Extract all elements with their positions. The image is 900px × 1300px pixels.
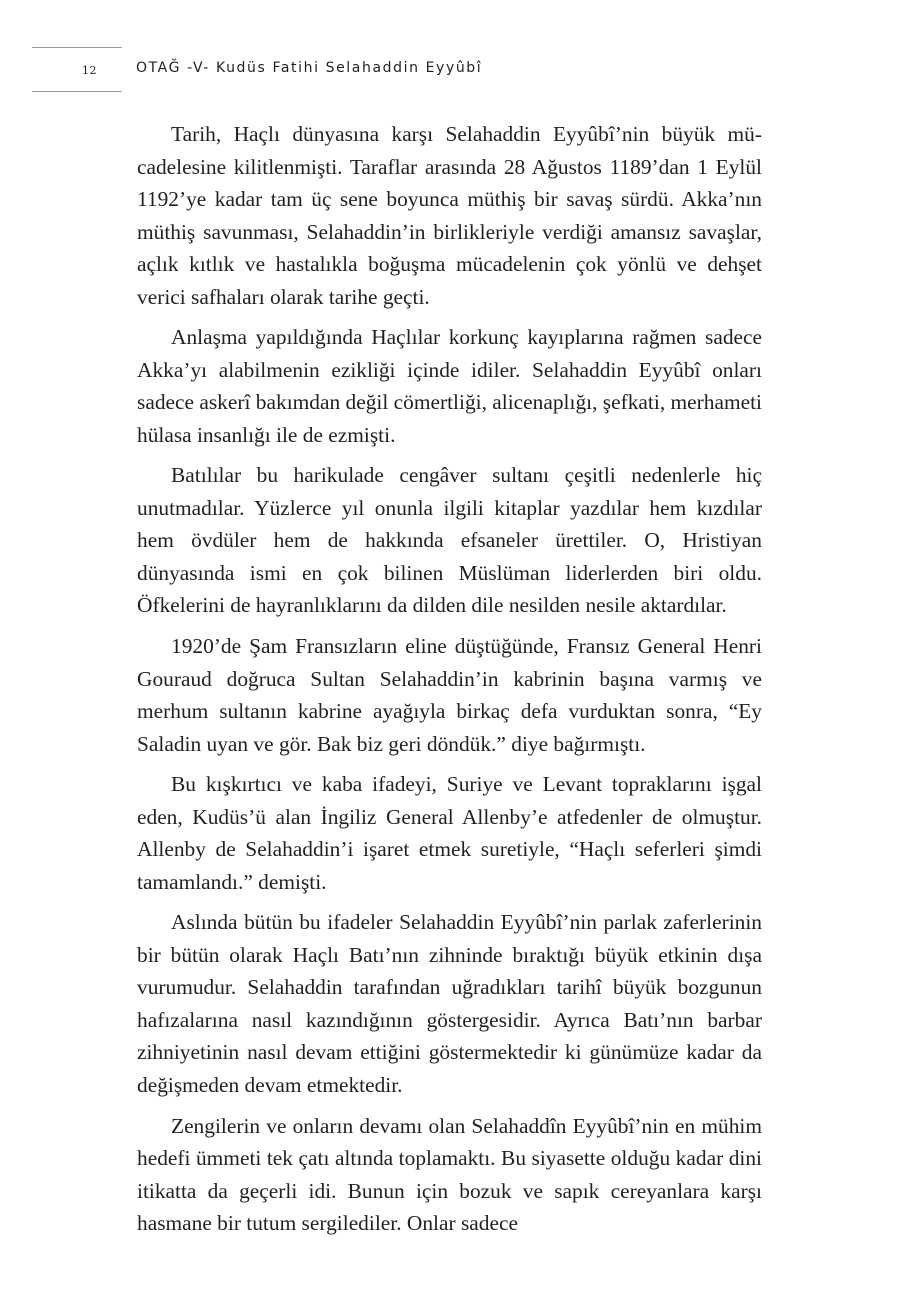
paragraph: Batılılar bu harikulade cengâver sultanı çeşitli nedenlerle hiç unutmadılar. Yüzlerce yıl onunla ilgili kitaplar yazdılar hem kızdılar hem övdüler hem de hakkında efsaneler ürettiler. O, Hristiyan dünyasında ismi en çok bilinen Müslüman liderlerden biri oldu. Öfkelerini de hayranlıklarını da dilden dile nesilden nesile aktardılar. [137,463,762,618]
paragraph: Anlaşma yapıldığında Haçlılar korkunç kayıplarına rağmen sadece Akka’yı alabilmenin ezikliği içinde idiler. Selahaddin Eyyûbî onları sadece askerî bakımdan değil cömertliği, alicenaplığı, şefkati, merhameti hülasa insanlığı ile de ezmişti. [137,325,762,447]
body-text [137,118,762,1248]
running-title: OTAĞ -V- Kudüs Fatihi Selahaddin Eyyûbî [136,60,483,76]
header-top-rule [32,47,122,48]
paragraph: Bu kışkırtıcı ve kaba ifadeyi, Suriye ve Levant topraklarını işgal eden, Kudüs’ü alan İngiliz General Allenby’e atfedenler de olmuştur. Allenby de Selahaddin’i işaret etmek suretiyle, “Haçlı seferleri şimdi tamamlandı.” demişti. [137,772,762,894]
header-bottom-rule [32,91,122,92]
paragraph: Tarih, Haçlı dünyasına karşı Selahaddin Eyyûbî’nin büyük mücadelesine kilitlenmişti. Taraflar arasında 28 Ağustos 1189’dan 1 Eylül 1192’ye kadar tam üç sene boyunca müthiş bir savaş sürdü. Akka’nın müthiş savunması, Selahaddin’in birlikleriyle verdiği amansız savaşlar, açlık kıtlık ve hastalıkla boğuşma mücadelenin çok yönlü ve dehşet verici safhaları olarak tarihe geçti. [137,122,762,309]
paragraph: Aslında bütün bu ifadeler Selahaddin Eyyûbî’nin parlak zaferlerinin bir bütün olarak Haçlı Batı’nın zihninde bıraktığı büyük etkinin dışa vurumudur. Selahaddin tarafından uğradıkları tarihî büyük bozgunun hafızalarına nasıl kazındığının göstergesidir. Ayrıca Batı’nın barbar zihniyetinin nasıl devam ettiğini göstermektedir ki günümüze kadar da değişmeden devam etmektedir. [137,910,762,1097]
paragraph: Zengilerin ve onların devamı olan Selahaddîn Eyyûbî’nin en mühim hedefi ümmeti tek çatı altında toplamaktı. Bu siyasette olduğu kadar dini itikatta da geçerli idi. Bunun için bozuk ve sapık cereyanlara karşı hasmane bir tutum sergilediler. Onlar sadece [137,1113,762,1236]
paragraph: 1920’de Şam Fransızların eline düştüğünde, Fransız General Henri Gouraud doğruca Sultan Selahaddin’in kabrinin başına varmış ve merhum sultanın kabrine ayağıyla birkaç defa vurduktan sonra, “Ey Saladin uyan ve gör. Bak biz geri döndük.” diye bağırmıştı. [137,634,762,756]
page-number: 12 [82,64,97,77]
